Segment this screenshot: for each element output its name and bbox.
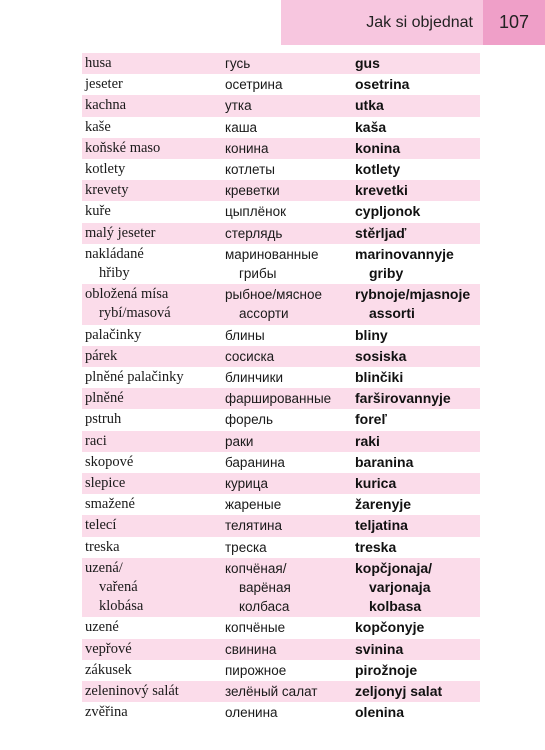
transliteration (355, 368, 480, 387)
transliteration (355, 453, 480, 472)
russian-term-line: ассорти (239, 306, 289, 322)
czech-term-line: kotlety (85, 161, 126, 178)
russian-term-line: форель (225, 412, 274, 428)
russian-term (225, 202, 355, 221)
czech-term-line: slepice (85, 475, 126, 492)
russian-term (225, 538, 355, 557)
russian-term-line: блины (225, 327, 265, 343)
russian-term (225, 285, 355, 323)
transliteration-line: foreľ (355, 411, 387, 428)
vocab-row (82, 660, 480, 681)
vocab-row (82, 473, 480, 494)
vocab-row (82, 537, 480, 558)
transliteration (355, 347, 480, 366)
page-number: 107 (483, 0, 545, 45)
transliteration-line: sosiska (355, 347, 407, 364)
czech-term (82, 474, 225, 493)
transliteration-line: cypljonok (355, 203, 421, 220)
transliteration-line: kopčjonaja/ (355, 559, 433, 576)
russian-term (225, 326, 355, 345)
transliteration (355, 96, 480, 115)
russian-term (225, 661, 355, 680)
transliteration-line: kopčonyje (355, 619, 425, 636)
transliteration (355, 389, 480, 408)
vocab-row (82, 494, 480, 515)
russian-term-line: конина (225, 140, 269, 156)
transliteration-line: kolbasa (369, 598, 422, 615)
czech-term-line: telecí (85, 517, 117, 534)
vocab-row (82, 702, 480, 723)
czech-term-line: kuře (85, 203, 111, 220)
russian-term (225, 160, 355, 179)
transliteration (355, 495, 480, 514)
czech-term (82, 389, 225, 408)
czech-term (82, 224, 225, 243)
transliteration-line: assorti (369, 305, 415, 322)
transliteration (355, 75, 480, 94)
czech-term (82, 139, 225, 158)
transliteration (355, 139, 480, 158)
transliteration (355, 640, 480, 659)
russian-term-line: утка (225, 98, 252, 114)
czech-term (82, 118, 225, 137)
czech-term (82, 640, 225, 659)
russian-term (225, 432, 355, 451)
czech-term-line: hřiby (99, 265, 130, 282)
transliteration (355, 326, 480, 345)
czech-term-line: uzené (85, 619, 119, 636)
czech-term-line: párek (85, 347, 118, 364)
transliteration (355, 54, 480, 73)
czech-term-line: klobása (99, 598, 144, 615)
vocab-row (82, 180, 480, 201)
transliteration-line: blinčiki (355, 369, 404, 386)
transliteration (355, 432, 480, 451)
czech-term-line: kachna (85, 97, 127, 114)
russian-term (225, 410, 355, 429)
transliteration-line: zeljonyj salat (355, 683, 443, 700)
russian-term (225, 559, 355, 617)
czech-term (82, 432, 225, 451)
czech-term-line: vařená (99, 579, 138, 596)
czech-term (82, 181, 225, 200)
vocab-row (82, 617, 480, 638)
russian-term-line: креветки (225, 183, 280, 199)
czech-term-line: zákusek (85, 661, 132, 678)
russian-term-line: блинчики (225, 370, 284, 386)
russian-term (225, 96, 355, 115)
russian-term-line: маринованные (225, 246, 319, 262)
transliteration (355, 516, 480, 535)
russian-term-line: треска (225, 539, 267, 555)
czech-term-line: palačinky (85, 326, 142, 343)
czech-term-line: malý jeseter (85, 224, 156, 241)
czech-term (82, 54, 225, 73)
transliteration (355, 703, 480, 722)
czech-term (82, 453, 225, 472)
russian-term-line: жареные (225, 497, 282, 513)
transliteration (355, 474, 480, 493)
transliteration (355, 160, 480, 179)
transliteration (355, 224, 480, 243)
transliteration (355, 245, 480, 283)
vocab-row (82, 639, 480, 660)
russian-term-line: каша (225, 119, 258, 135)
vocab-row (82, 325, 480, 346)
transliteration-line: teljatina (355, 517, 408, 534)
vocab-row (82, 95, 480, 116)
transliteration-line: olenina (355, 704, 405, 721)
transliteration-line: utka (355, 97, 384, 114)
vocab-row (82, 388, 480, 409)
transliteration-line: kurica (355, 475, 397, 492)
russian-term-line: фаршированные (225, 391, 332, 407)
vocab-row (82, 558, 480, 618)
czech-term-line: vepřové (85, 640, 132, 657)
vocab-row (82, 74, 480, 95)
russian-term-line: колбаса (239, 599, 290, 615)
russian-term-line: курица (225, 476, 268, 492)
czech-term-line: smažené (85, 496, 135, 513)
vocab-row (82, 346, 480, 367)
transliteration-line: treska (355, 538, 397, 555)
czech-term-line: obložená mísa (85, 286, 169, 303)
russian-term (225, 703, 355, 722)
russian-term-line: сосиска (225, 348, 275, 364)
russian-term-line: пирожное (225, 662, 287, 678)
vocab-row (82, 159, 480, 180)
transliteration (355, 202, 480, 221)
czech-term (82, 368, 225, 387)
russian-term (225, 181, 355, 200)
vocab-row (82, 284, 480, 324)
russian-term (225, 245, 355, 283)
czech-term-line: treska (85, 538, 120, 555)
czech-term-line: plněné (85, 390, 124, 407)
russian-term (225, 224, 355, 243)
transliteration (355, 410, 480, 429)
transliteration-line: farširovannyje (355, 390, 451, 407)
russian-term (225, 453, 355, 472)
czech-term (82, 96, 225, 115)
russian-term (225, 118, 355, 137)
transliteration (355, 285, 480, 323)
russian-term-line: гусь (225, 56, 251, 71)
transliteration-line: kotlety (355, 161, 401, 178)
russian-term (225, 682, 355, 701)
czech-term-line: uzená/ (85, 559, 123, 576)
czech-term (82, 285, 225, 323)
transliteration-line: kaša (355, 118, 387, 135)
russian-term-line: копчёные (225, 620, 286, 636)
vocab-row (82, 244, 480, 284)
transliteration-line: baranina (355, 453, 414, 470)
russian-term (225, 474, 355, 493)
vocab-row (82, 201, 480, 222)
transliteration-line: svinina (355, 640, 404, 657)
czech-term-line: plněné palačinky (85, 369, 184, 386)
transliteration (355, 559, 480, 617)
russian-term-line: осетрина (225, 77, 283, 93)
transliteration (355, 661, 480, 680)
transliteration-line: gus (355, 55, 380, 71)
czech-term (82, 495, 225, 514)
czech-term-line: skopové (85, 453, 134, 470)
russian-term-line: оленина (225, 705, 278, 721)
transliteration-line: osetrina (355, 76, 410, 93)
russian-term (225, 75, 355, 94)
czech-term (82, 618, 225, 637)
czech-term (82, 516, 225, 535)
vocab-row (82, 367, 480, 388)
vocab-row (82, 117, 480, 138)
russian-term-line: цыплёнок (225, 204, 287, 220)
transliteration-line: pirožnoje (355, 661, 418, 678)
russian-term-line: зелёный салат (225, 684, 318, 700)
transliteration-line: krevetki (355, 182, 408, 199)
transliteration-line: rybnoje/mjasnoje (355, 286, 471, 303)
russian-term (225, 389, 355, 408)
czech-term (82, 245, 225, 283)
czech-term (82, 326, 225, 345)
transliteration-line: varjonaja (369, 579, 431, 596)
czech-term-line: rybí/masová (99, 305, 171, 322)
transliteration-line: griby (369, 265, 404, 282)
czech-term (82, 202, 225, 221)
czech-term-line: zeleninový salát (85, 683, 179, 700)
vocab-row (82, 223, 480, 244)
section-title: Jak si objednat (281, 0, 483, 45)
czech-term (82, 75, 225, 94)
vocab-row (82, 515, 480, 536)
czech-term (82, 538, 225, 557)
vocab-row (82, 681, 480, 702)
russian-term-line: рыбное/мясное (225, 287, 322, 303)
russian-term-line: копчёная/ (225, 560, 287, 576)
czech-term-line: jeseter (85, 76, 123, 93)
czech-term (82, 661, 225, 680)
transliteration (355, 618, 480, 637)
czech-term-line: krevety (85, 182, 129, 199)
vocab-row (82, 53, 480, 74)
vocab-row (82, 452, 480, 473)
czech-term (82, 559, 225, 617)
russian-term-line: свинина (225, 641, 277, 657)
russian-term (225, 139, 355, 158)
vocab-row (82, 409, 480, 430)
russian-term-line: баранина (225, 454, 285, 470)
russian-term-line: варёная (239, 580, 291, 596)
czech-term-line: zvěřina (85, 704, 128, 721)
russian-term-line: грибы (239, 266, 277, 282)
czech-term-line: kaše (85, 118, 111, 135)
transliteration (355, 118, 480, 137)
page-header (281, 0, 545, 45)
transliteration-line: stěrljaď (355, 224, 407, 241)
transliteration-line: raki (355, 432, 380, 449)
vocab-row (82, 431, 480, 452)
transliteration-line: marinovannyje (355, 245, 454, 262)
vocab-row (82, 138, 480, 159)
czech-term (82, 682, 225, 701)
transliteration (355, 682, 480, 701)
russian-term (225, 368, 355, 387)
czech-term (82, 347, 225, 366)
czech-term (82, 410, 225, 429)
czech-term (82, 160, 225, 179)
transliteration-line: konina (355, 139, 401, 156)
russian-term-line: раки (225, 433, 254, 449)
russian-term-line: котлеты (225, 162, 275, 178)
russian-term (225, 640, 355, 659)
russian-term (225, 495, 355, 514)
czech-term-line: koňské maso (85, 139, 161, 156)
russian-term-line: телятина (225, 518, 282, 534)
russian-term (225, 347, 355, 366)
transliteration (355, 181, 480, 200)
russian-term (225, 618, 355, 637)
russian-term-line: стерлядь (225, 225, 283, 241)
czech-term-line: husa (85, 55, 112, 71)
russian-term (225, 516, 355, 535)
russian-term (225, 54, 355, 73)
transliteration-line: žarenyje (355, 496, 412, 513)
transliteration (355, 538, 480, 557)
transliteration-line: bliny (355, 326, 388, 343)
czech-term-line: pstruh (85, 411, 122, 428)
czech-term-line: raci (85, 432, 107, 449)
vocabulary-list (82, 53, 480, 724)
czech-term-line: nakládané (85, 245, 144, 262)
czech-term (82, 703, 225, 722)
